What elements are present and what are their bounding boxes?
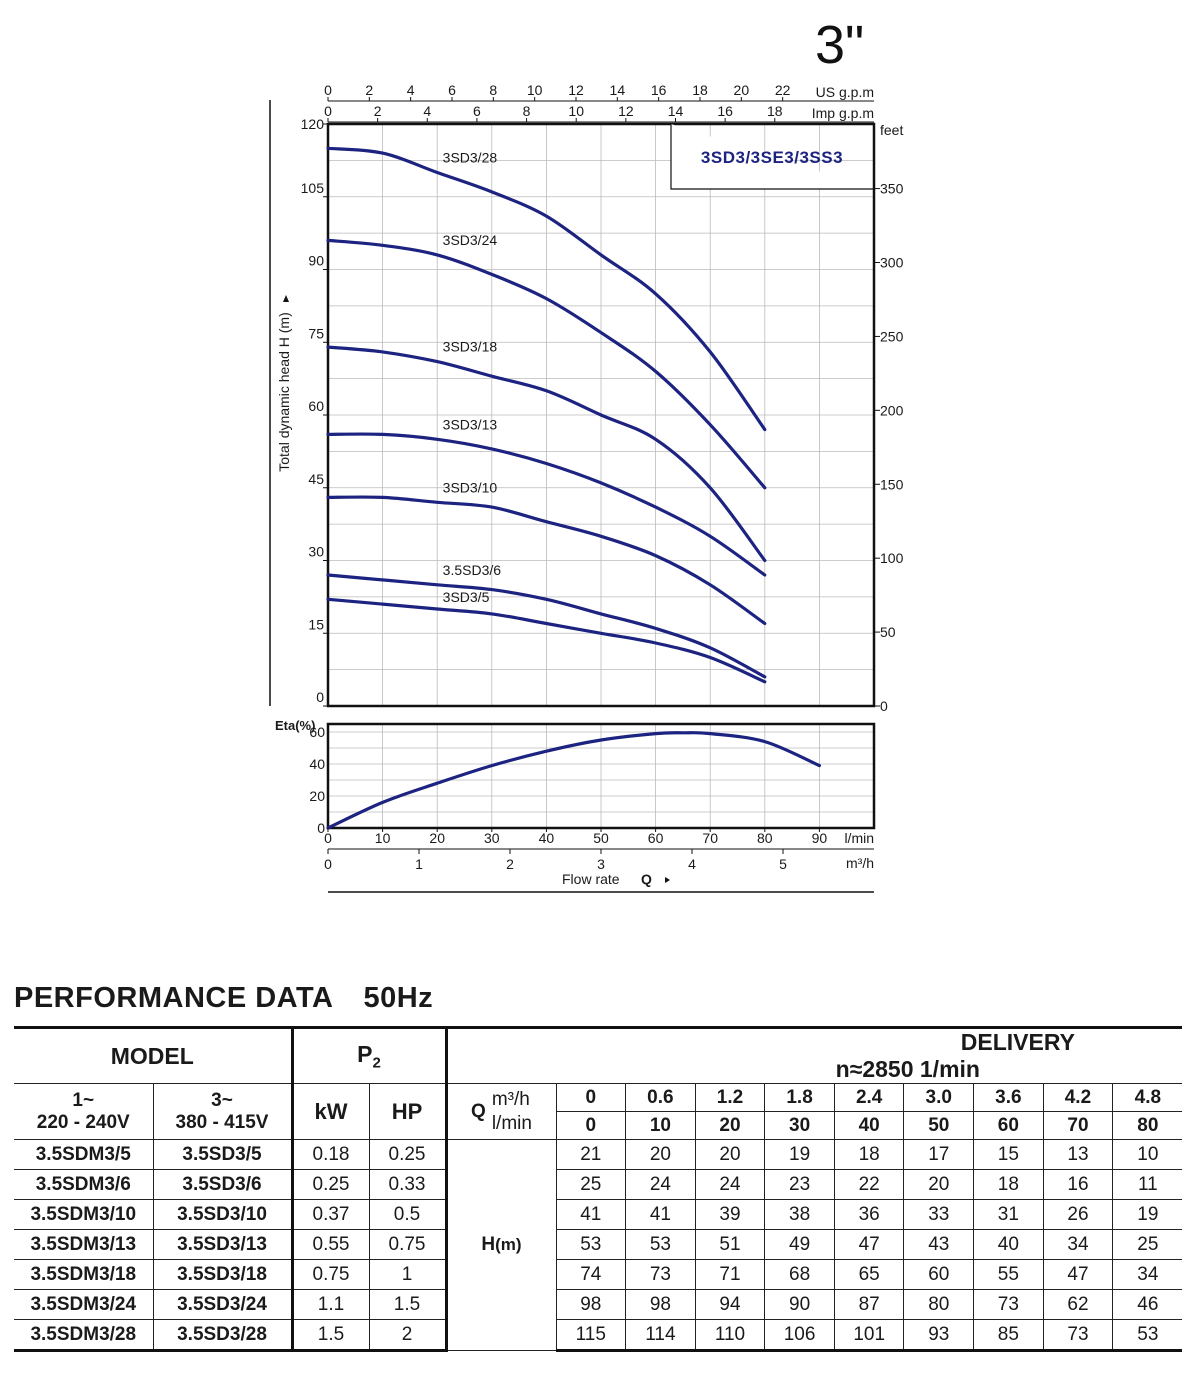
flow-lmin-value: 30 — [765, 1112, 835, 1140]
head-value: 40 — [974, 1230, 1044, 1260]
model-single-phase: 3.5SDM3/28 — [14, 1320, 153, 1351]
m3h-tick-label: 5 — [779, 856, 787, 872]
y-axis-label: Total dynamic head H (m) — [276, 312, 292, 472]
lmin-tick-label: 20 — [429, 830, 445, 846]
flow-rate-arrow-icon — [665, 877, 670, 883]
us-gpm-tick-label: 18 — [692, 82, 708, 98]
head-value: 55 — [974, 1260, 1044, 1290]
curve-label: 3SD3/28 — [442, 149, 498, 166]
head-value: 20 — [626, 1140, 696, 1170]
feet-tick-label: 200 — [880, 402, 904, 419]
flow-lmin-value: 60 — [974, 1112, 1044, 1140]
head-unit-label — [446, 1140, 556, 1351]
head-value: 19 — [765, 1140, 835, 1170]
head-value: 39 — [695, 1200, 765, 1230]
imp-gpm-tick-label: 12 — [618, 103, 634, 119]
head-value: 31 — [974, 1200, 1044, 1230]
power-hp: 1.5 — [369, 1290, 446, 1320]
speed-label: n≈2850 1/min — [835, 1056, 980, 1082]
frequency-label: 50Hz — [363, 982, 434, 1014]
imp-gpm-tick-label: 16 — [717, 103, 733, 119]
us-gpm-tick-label: 4 — [406, 82, 415, 98]
imp-gpm-label: Imp g.p.m — [811, 105, 874, 121]
head-value: 43 — [904, 1230, 974, 1260]
lmin-tick-label: 30 — [484, 830, 500, 846]
head-value: 87 — [834, 1290, 904, 1320]
lmin-tick-label: 0 — [324, 830, 332, 846]
head-value: 74 — [556, 1260, 626, 1290]
head-value: 93 — [904, 1320, 974, 1351]
us-gpm-tick-label: 2 — [365, 82, 374, 98]
head-value: 17 — [904, 1140, 974, 1170]
curve-label: 3SD3/13 — [442, 416, 498, 433]
y-tick-label: 0 — [316, 689, 324, 705]
eta-axis-label: Eta(%) — [275, 718, 316, 733]
eta-tick-label: 40 — [309, 756, 325, 772]
head-value: 25 — [1113, 1230, 1183, 1260]
y-tick-label: 30 — [308, 543, 324, 560]
lmin-tick-label: 90 — [811, 830, 828, 846]
head-value: 24 — [626, 1170, 696, 1200]
head-value: 53 — [626, 1230, 696, 1260]
lmin-tick-label: 50 — [593, 830, 609, 846]
power-kw: 0.18 — [292, 1140, 369, 1170]
flow-m3h-value: 1.8 — [765, 1084, 835, 1112]
m3h-tick-label: 0 — [324, 856, 332, 872]
head-value: 68 — [765, 1260, 835, 1290]
single-phase-header — [14, 1084, 153, 1140]
lmin-tick-label: 60 — [647, 830, 664, 846]
head-value: 15 — [974, 1140, 1044, 1170]
y-tick-label: 120 — [300, 116, 324, 132]
curve-label: 3SD3/18 — [442, 338, 498, 355]
head-value: 10 — [1113, 1140, 1183, 1170]
p2-header-sub: 2 — [372, 1054, 381, 1072]
us-gpm-tick-label: 20 — [733, 82, 750, 98]
three-phase-label: 3~ — [211, 1089, 233, 1111]
head-value: 20 — [904, 1170, 974, 1200]
head-value: 41 — [556, 1200, 626, 1230]
lmin-tick-label: 40 — [538, 830, 555, 846]
delivery-header — [446, 1028, 1182, 1084]
us-gpm-tick-label: 22 — [774, 82, 791, 98]
head-value: 33 — [904, 1200, 974, 1230]
head-value: 62 — [1043, 1290, 1113, 1320]
head-value: 73 — [626, 1260, 696, 1290]
m3h-unit-label: m³/h — [846, 855, 874, 871]
us-gpm-tick-label: 10 — [526, 82, 543, 98]
delivery-label: DELIVERY — [960, 1029, 1075, 1055]
m3h-tick-label: 1 — [415, 856, 423, 872]
p2-header-letter: P — [357, 1040, 373, 1067]
head-value: 98 — [626, 1290, 696, 1320]
head-value: 115 — [556, 1320, 626, 1351]
head-value: 90 — [765, 1290, 835, 1320]
three-phase-header — [153, 1084, 292, 1140]
head-value: 18 — [834, 1140, 904, 1170]
y-axis-arrow-icon — [283, 295, 289, 302]
flow-lmin-value: 0 — [556, 1112, 626, 1140]
head-value: 36 — [834, 1200, 904, 1230]
feet-tick-label: 250 — [880, 328, 904, 345]
head-value: 51 — [695, 1230, 765, 1260]
model-three-phase: 3.5SD3/5 — [153, 1140, 292, 1170]
us-gpm-tick-label: 12 — [568, 82, 584, 98]
flow-m3h-value: 3.6 — [974, 1084, 1044, 1112]
power-kw: 1.5 — [292, 1320, 369, 1351]
three-phase-voltage: 380 - 415V — [175, 1111, 269, 1133]
head-value: 60 — [904, 1260, 974, 1290]
us-gpm-tick-label: 6 — [448, 82, 456, 98]
flow-m3h-value: 1.2 — [695, 1084, 765, 1112]
lmin-tick-label: 70 — [702, 830, 718, 846]
feet-tick-label: 100 — [880, 550, 904, 567]
performance-title — [14, 982, 433, 1015]
power-kw: 0.55 — [292, 1230, 369, 1260]
model-three-phase: 3.5SD3/6 — [153, 1170, 292, 1200]
flow-m3h-value: 3.0 — [904, 1084, 974, 1112]
model-single-phase: 3.5SDM3/5 — [14, 1140, 153, 1170]
feet-tick-label: 0 — [880, 698, 888, 714]
model-three-phase: 3.5SD3/10 — [153, 1200, 292, 1230]
flow-unit-lmin: l/min — [491, 1112, 532, 1134]
y-tick-label: 90 — [308, 252, 324, 269]
us-gpm-tick-label: 0 — [324, 82, 332, 98]
imp-gpm-tick-label: 6 — [473, 103, 481, 119]
flow-q-label: Q — [471, 1100, 486, 1122]
imp-gpm-tick-label: 18 — [766, 103, 783, 119]
head-value: 20 — [695, 1140, 765, 1170]
head-value: 80 — [904, 1290, 974, 1320]
imp-gpm-tick-label: 4 — [423, 103, 432, 119]
imp-gpm-tick-label: 14 — [667, 103, 684, 119]
head-value: 73 — [974, 1290, 1044, 1320]
single-phase-label: 1~ — [72, 1089, 95, 1111]
power-hp: 0.25 — [369, 1140, 446, 1170]
lmin-unit-label: l/min — [844, 830, 874, 846]
power-kw: 0.37 — [292, 1200, 369, 1230]
feet-tick-label: 50 — [880, 624, 896, 641]
imp-gpm-tick-label: 0 — [324, 103, 332, 119]
performance-title-text: PERFORMANCE DATA — [14, 982, 334, 1014]
hp-header: HP — [369, 1084, 446, 1140]
feet-tick-label: 300 — [880, 254, 904, 271]
flow-unit-header — [446, 1084, 556, 1140]
head-value: 34 — [1043, 1230, 1113, 1260]
power-hp: 2 — [369, 1320, 446, 1351]
head-value: 101 — [834, 1320, 904, 1351]
pump-size-label: 3" — [815, 15, 865, 75]
model-header: MODEL — [14, 1028, 292, 1084]
eta-tick-label: 0 — [317, 820, 325, 836]
head-value: 110 — [695, 1320, 765, 1351]
flow-lmin-value: 80 — [1113, 1112, 1183, 1140]
model-single-phase: 3.5SDM3/18 — [14, 1260, 153, 1290]
head-value: 13 — [1043, 1140, 1113, 1170]
imp-gpm-tick-label: 8 — [522, 103, 531, 119]
head-value: 18 — [974, 1170, 1044, 1200]
model-three-phase: 3.5SD3/28 — [153, 1320, 292, 1351]
lmin-tick-label: 10 — [374, 830, 391, 846]
head-value: 114 — [626, 1320, 696, 1351]
flow-m3h-value: 2.4 — [834, 1084, 904, 1112]
flow-rate-symbol: Q — [641, 871, 652, 887]
head-unit-suffix: (m) — [495, 1235, 522, 1254]
eta-tick-label: 60 — [309, 724, 325, 740]
head-value: 71 — [695, 1260, 765, 1290]
flow-unit-m3h: m³/h — [491, 1088, 530, 1110]
eta-tick-label: 20 — [309, 788, 325, 804]
head-unit-letter: H — [481, 1234, 496, 1255]
flow-lmin-value: 50 — [904, 1112, 974, 1140]
feet-tick-label: 350 — [880, 180, 904, 197]
model-three-phase: 3.5SD3/24 — [153, 1290, 292, 1320]
power-kw: 1.1 — [292, 1290, 369, 1320]
imp-gpm-tick-label: 10 — [568, 103, 585, 119]
flow-rate-label: Flow rate — [562, 871, 620, 887]
us-gpm-tick-label: 16 — [650, 82, 667, 98]
m3h-tick-label: 4 — [688, 856, 696, 872]
power-hp: 0.75 — [369, 1230, 446, 1260]
flow-m3h-value: 4.2 — [1043, 1084, 1113, 1112]
head-value: 26 — [1043, 1200, 1113, 1230]
model-single-phase: 3.5SDM3/13 — [14, 1230, 153, 1260]
us-gpm-tick-label: 8 — [489, 82, 498, 98]
power-hp: 0.5 — [369, 1200, 446, 1230]
head-value: 16 — [1043, 1170, 1113, 1200]
power-hp: 0.33 — [369, 1170, 446, 1200]
head-value: 34 — [1113, 1260, 1183, 1290]
flow-lmin-value: 10 — [626, 1112, 696, 1140]
head-value: 21 — [556, 1140, 626, 1170]
y-tick-label: 15 — [308, 616, 324, 633]
head-value: 73 — [1043, 1320, 1113, 1351]
us-gpm-tick-label: 14 — [609, 82, 626, 98]
m3h-tick-label: 3 — [597, 856, 605, 872]
power-kw: 0.25 — [292, 1170, 369, 1200]
model-single-phase: 3.5SDM3/10 — [14, 1200, 153, 1230]
lmin-tick-label: 80 — [757, 830, 773, 846]
curve-label: 3.5SD3/6 — [442, 561, 502, 578]
imp-gpm-tick-label: 2 — [373, 103, 382, 119]
y-tick-label: 60 — [308, 398, 324, 414]
head-value: 53 — [556, 1230, 626, 1260]
head-value: 65 — [834, 1260, 904, 1290]
head-value: 53 — [1113, 1320, 1183, 1351]
head-value: 24 — [695, 1170, 765, 1200]
kw-header: kW — [292, 1084, 369, 1140]
y-tick-label: 45 — [308, 470, 324, 487]
flow-lmin-value: 40 — [834, 1112, 904, 1140]
head-value: 46 — [1113, 1290, 1183, 1320]
flow-lmin-value: 20 — [695, 1112, 765, 1140]
flow-m3h-value: 4.8 — [1113, 1084, 1183, 1112]
head-value: 19 — [1113, 1200, 1183, 1230]
curve-label: 3SD3/10 — [442, 479, 498, 496]
y-tick-label: 75 — [308, 325, 324, 342]
m3h-tick-label: 2 — [506, 856, 514, 872]
p2-header — [292, 1028, 446, 1084]
model-single-phase: 3.5SDM3/24 — [14, 1290, 153, 1320]
feet-tick-label: 150 — [880, 476, 904, 493]
head-value: 41 — [626, 1200, 696, 1230]
flow-lmin-value: 70 — [1043, 1112, 1113, 1140]
curve-label: 3SD3/24 — [442, 231, 498, 248]
head-value: 49 — [765, 1230, 835, 1260]
head-value: 47 — [1043, 1260, 1113, 1290]
head-value: 85 — [974, 1320, 1044, 1351]
head-value: 94 — [695, 1290, 765, 1320]
head-value: 47 — [834, 1230, 904, 1260]
flow-m3h-value: 0.6 — [626, 1084, 696, 1112]
performance-table — [14, 1026, 1182, 1352]
head-value: 38 — [765, 1200, 835, 1230]
model-three-phase: 3.5SD3/18 — [153, 1260, 292, 1290]
power-hp: 1 — [369, 1260, 446, 1290]
model-single-phase: 3.5SDM3/6 — [14, 1170, 153, 1200]
curve-label: 3SD3/5 — [442, 589, 490, 605]
power-kw: 0.75 — [292, 1260, 369, 1290]
head-value: 106 — [765, 1320, 835, 1351]
head-value: 22 — [834, 1170, 904, 1200]
feet-axis-label: feet — [880, 122, 904, 138]
head-value: 98 — [556, 1290, 626, 1320]
chart-title: 3SD3/3SE3/3SS3 — [700, 148, 844, 167]
head-value: 11 — [1113, 1170, 1183, 1200]
y-tick-label: 105 — [300, 179, 324, 196]
flow-m3h-value: 0 — [556, 1084, 626, 1112]
single-phase-voltage: 220 - 240V — [36, 1111, 130, 1133]
head-value: 25 — [556, 1170, 626, 1200]
model-three-phase: 3.5SD3/13 — [153, 1230, 292, 1260]
us-gpm-label: US g.p.m — [815, 84, 874, 100]
head-value: 23 — [765, 1170, 835, 1200]
